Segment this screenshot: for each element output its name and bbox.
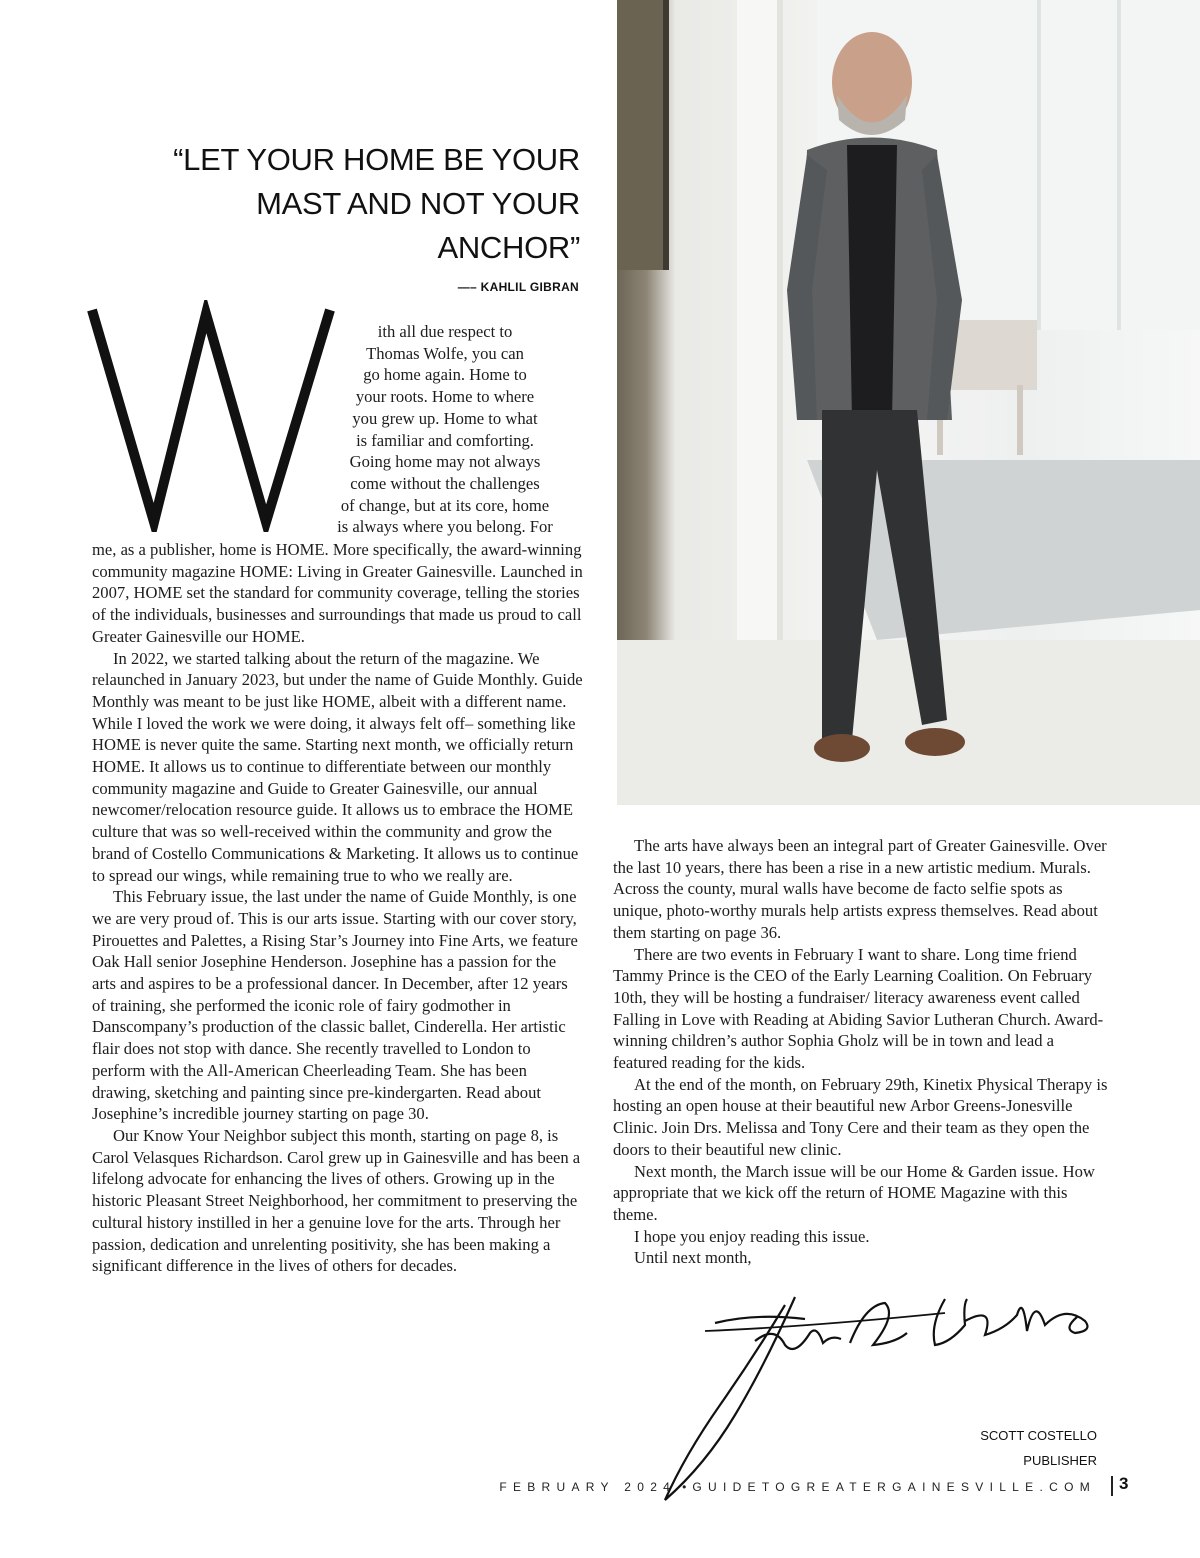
opening-line: is familiar and comforting. (356, 430, 534, 450)
opening-line: your roots. Home to where (355, 387, 535, 407)
opening-line: ith all due respect to (377, 322, 513, 341)
article-column-right (613, 835, 1108, 1269)
opening-line: Going home may not always (349, 452, 541, 472)
paragraph: me, as a publisher, home is HOME. More specifically, the award-winning community magazine HOME: Living in Greater Gainesville. Launched in 2007, HOME set the standard for community coverage, telling the stories of the individuals, businesses and surroundings that made us proud to call Greater Gainesville our HOME. (92, 540, 583, 646)
page-number: 3 (1119, 1474, 1129, 1493)
paragraph: At the end of the month, on February 29th, Kinetix Physical Therapy is hosting an open house at their beautiful new Arbor Greens-Jonesville Clinic. Join Drs. Melissa and Tony Cere and their team as they open the doors to their beautiful new clinic. (613, 1074, 1108, 1159)
opening-line: Thomas Wolfe, you can (366, 343, 524, 363)
opening-line: go home again. Home to (363, 365, 527, 385)
paragraph: In 2022, we started talking about the return of the magazine. We relaunched in January 2023, but under the name of Guide Monthly. Guide Monthly was meant to be just like HOME, albeit with a different name. While I loved the work we were doing, it always felt off– something like HOME is never quite the same. Starting next month, we officially return HOME. It allows us to continue to differentiate between our monthly community magazine and Guide to Greater Gainesville, our annual newcomer/relocation resource guide. It allows us to embrace the HOME culture that was so well-received within the community and grow the brand of Costello Communications & Marketing. It allows us to continue to spread our wings, while remaining true to who we really are. (92, 648, 583, 885)
opening-line: come without the challenges (350, 473, 540, 493)
paragraph: There are two events in February I want to share. Long time friend Tammy Prince is the CEO of the Early Learning Coalition. On February 10th, they will be hosting a fundraiser/ literacy awareness event called Falling in Love with Reading at Abiding Savior Lutheran Church. Award-winning children’s author Sophia Gholz will be in town and lead a featured reading for the kids. (613, 944, 1104, 1073)
page-footer (499, 1480, 1096, 1494)
article-column-left (92, 539, 584, 1277)
footer-separator: • (682, 1480, 687, 1494)
paragraph: Our Know Your Neighbor subject this month, starting on page 8, is Carol Velasques Richardson. Carol grew up in Gainesville and has been a lifelong advocate for enhancing the lives of others. Growing up in the historic Pleasant Street Neighborhood, her commitment to preserving the cultural history instilled in her a genuine love for the arts. Through her passion, dedication and unrelenting positivity, she has been making a significant difference in the lives of others for decades. (92, 1125, 581, 1276)
footer-divider (1111, 1476, 1113, 1496)
signature-name: SCOTT COSTELLO (980, 1428, 1097, 1443)
quote-attribution: —– KAHLIL GIBRAN (457, 280, 579, 294)
paragraph: This February issue, the last under the name of Guide Monthly, is one we are very proud of. This is our arts issue. Starting with our cover story, Pirouettes and Palettes, a Rising Star’s Journey into Fine Arts, we feature Oak Hall senior Josephine Henderson. Josephine has a passion for the arts and aspires to be a professional dancer. In December, after 12 years of training, she performed the iconic role of fairy godmother in Danscompany’s production of the classic ballet, Cinderella. Her artistic flair does not stop with dance. She recently travelled to London to perform with the All-American Cheerleading Team. She has been drawing, sketching and painting since pre-kindergarten. Read about Josephine’s incredible journey starting on page 30. (92, 887, 578, 1124)
publisher-photo (617, 0, 1200, 805)
handwritten-signature (645, 1285, 1115, 1510)
opening-line: of change, but at its core, home (340, 495, 550, 515)
footer-site: GUIDETOGREATERGAINESVILLE.COM (692, 1480, 1096, 1494)
paragraph: I hope you enjoy reading this issue. (634, 1226, 870, 1246)
pull-quote: “LET YOUR HOME BE YOUR MAST AND NOT YOUR ANCHOR” (173, 142, 580, 265)
opening-line: is always where you belong. For (337, 517, 553, 537)
paragraph: Next month, the March issue will be our Home & Garden issue. How appropriate that we kick off the return of HOME Magazine with this theme. (613, 1161, 1095, 1224)
footer-date: FEBRUARY 2024 (499, 1480, 677, 1494)
paragraph: The arts have always been an integral part of Greater Gainesville. Over the last 10 years, there has been a rise in a new artistic medium. Murals. Across the county, mural walls have become de facto selfie spots as unique, photo-worthy murals help artists express themselves. Read about them starting on page 36. (613, 836, 1107, 942)
opening-line: you grew up. Home to what (352, 408, 538, 428)
closing-line: Until next month, (634, 1248, 752, 1268)
signature-title: PUBLISHER (1023, 1453, 1097, 1468)
opening-lines (300, 321, 590, 538)
